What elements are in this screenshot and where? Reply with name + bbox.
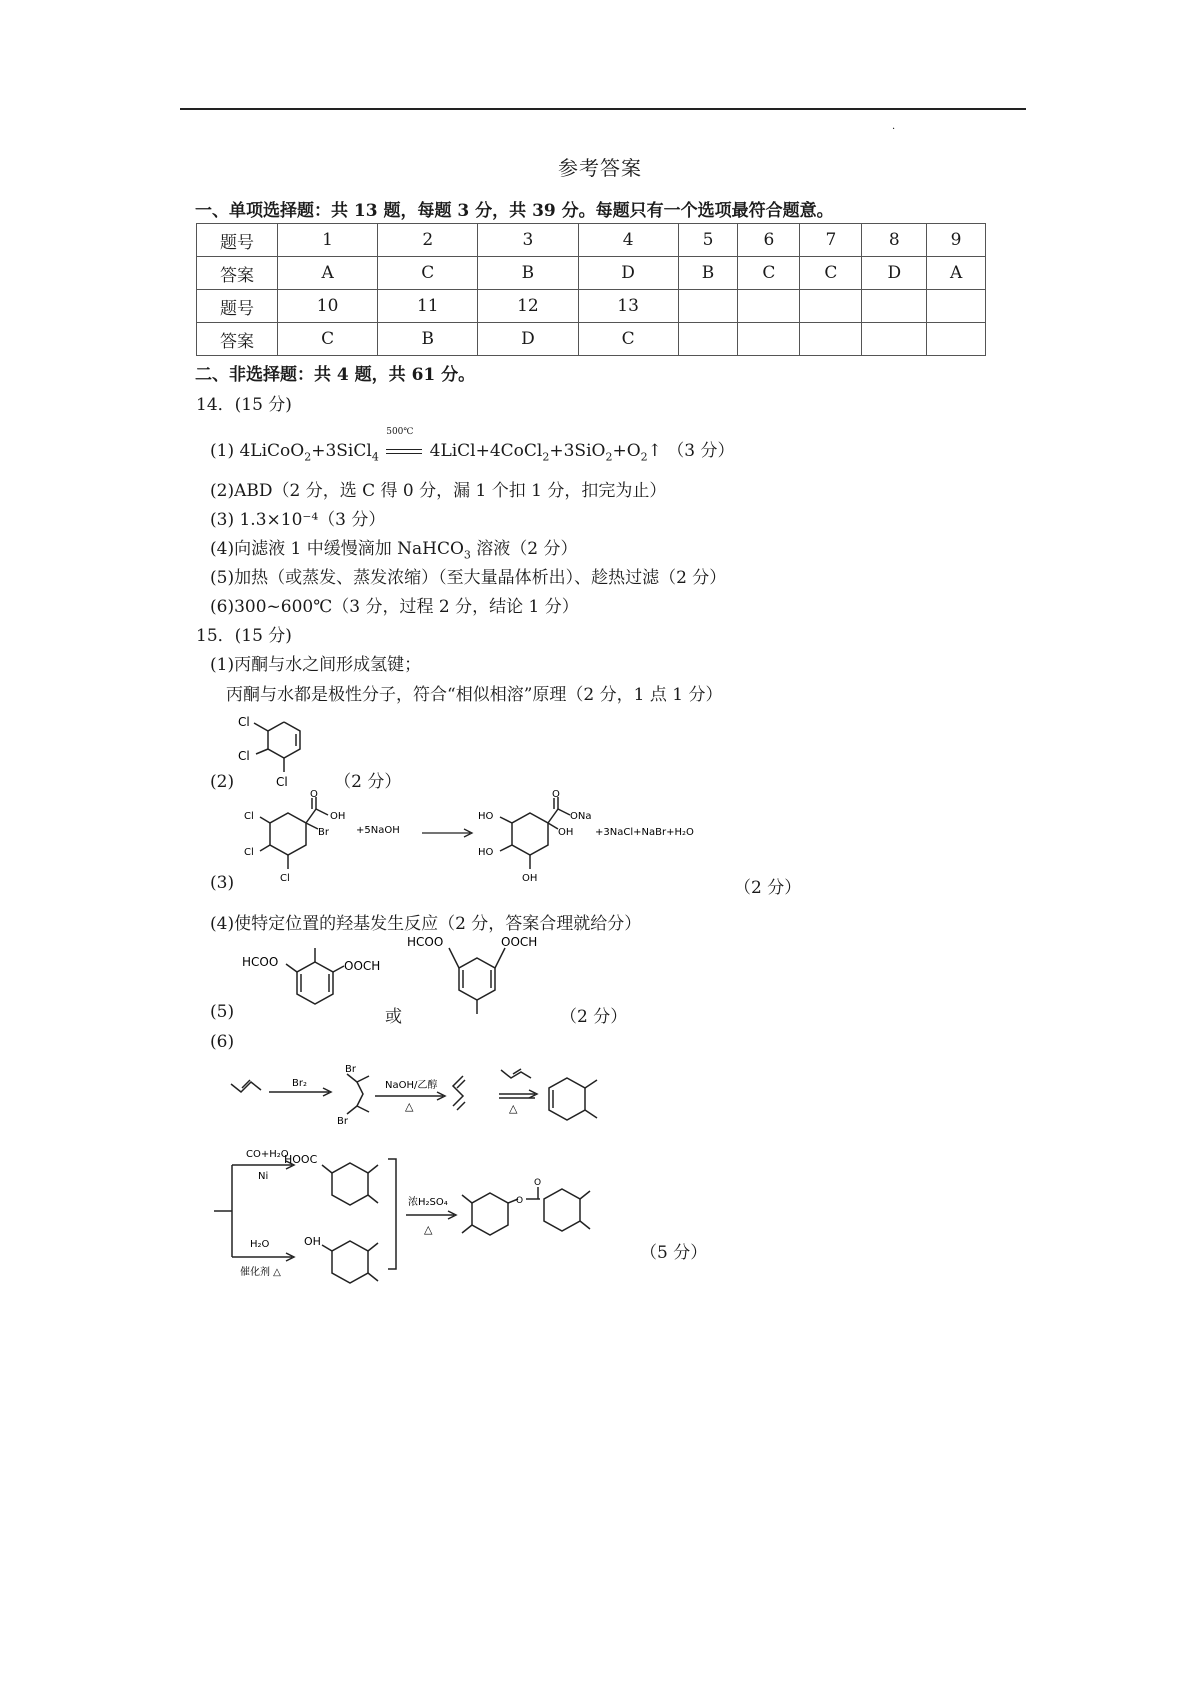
answer-table [196, 223, 986, 356]
svg-text:Cl: Cl [238, 749, 250, 763]
answer-table-cell: 5 [678, 224, 738, 257]
answer-table-cell: B [678, 257, 738, 290]
answer-table-cell: C [800, 257, 862, 290]
svg-text:HO: HO [478, 847, 494, 858]
svg-text:+5NaOH: +5NaOH [356, 825, 400, 836]
answer-table-header-cell: 答案 [197, 323, 278, 356]
q14-label: 14．(15 分) [196, 395, 292, 415]
svg-text:O: O [516, 1196, 524, 1206]
answer-table-cell: D [578, 257, 678, 290]
svg-text:OOCH: OOCH [344, 959, 381, 973]
answer-table-header-cell: 题号 [197, 224, 278, 257]
section1-heading: 一、单项选择题：共 13 题，每题 3 分，共 39 分。每题只有一个选项最符合题意。 [195, 201, 834, 221]
svg-text:催化剂 △: 催化剂 △ [240, 1267, 281, 1278]
answer-table-cell [738, 290, 800, 323]
answer-table-cell [927, 290, 986, 323]
synthesis-route-step2 [210, 1145, 660, 1285]
answer-table-cell: 10 [278, 290, 378, 323]
speck: · [892, 124, 896, 135]
answer-table-cell: 1 [278, 224, 378, 257]
answer-table-cell [862, 323, 927, 356]
answer-table-cell: A [927, 257, 986, 290]
svg-text:浓H₂SO₄: 浓H₂SO₄ [408, 1197, 448, 1208]
answer-table-cell: D [862, 257, 927, 290]
svg-text:Br: Br [318, 827, 329, 838]
svg-text:O: O [552, 789, 560, 800]
q14-part4: (4)向滤液 1 中缓慢滴加 NaHCO$_3$ 溶液（2 分） [210, 539, 578, 562]
answer-table-cell [738, 323, 800, 356]
svg-text:+3NaCl+NaBr+H₂O: +3NaCl+NaBr+H₂O [595, 827, 694, 838]
answer-table-cell: A [278, 257, 378, 290]
answer-table-cell: 8 [862, 224, 927, 257]
isomer-structure-b [405, 930, 565, 1030]
svg-text:HOOC: HOOC [284, 1153, 318, 1166]
page-title: 参考答案 [558, 156, 642, 180]
answer-table-cell: C [278, 323, 378, 356]
svg-text:HO: HO [478, 811, 494, 822]
svg-text:Cl: Cl [238, 715, 250, 729]
answer-table-cell [678, 323, 738, 356]
q15-part5-score: （2 分） [560, 1007, 628, 1027]
answer-table-cell: 13 [578, 290, 678, 323]
answer-table-row [197, 257, 986, 290]
q15-part5-label: (5) [210, 1002, 235, 1022]
svg-text:O: O [310, 789, 318, 800]
answer-table-cell [800, 290, 862, 323]
q15-part3-label: (3) [210, 873, 235, 893]
svg-text:Br: Br [337, 1116, 348, 1127]
answer-table-cell: 6 [738, 224, 800, 257]
answer-table-cell: 2 [378, 224, 478, 257]
product-structure [470, 789, 730, 905]
svg-text:OOCH: OOCH [501, 935, 538, 949]
svg-text:Cl: Cl [276, 775, 288, 789]
q14-part5: (5)加热（或蒸发、蒸发浓缩）（至大量晶体析出）、趁热过滤（2 分） [210, 568, 727, 588]
answer-table-cell: B [378, 323, 478, 356]
answer-table-cell: B [478, 257, 578, 290]
q15-part6-score: （5 分） [640, 1243, 708, 1263]
svg-text:HCOO: HCOO [242, 955, 279, 969]
svg-text:ONa: ONa [570, 811, 592, 822]
answer-table-cell [678, 290, 738, 323]
svg-text:△: △ [424, 1223, 433, 1236]
reactant-structure [238, 789, 438, 905]
q15-part4: (4)使特定位置的羟基发生反应（2 分，答案合理就给分） [210, 914, 642, 934]
reaction-arrow: 500℃ [384, 441, 424, 461]
svg-text:Cl: Cl [244, 811, 254, 822]
answer-table-cell: C [378, 257, 478, 290]
svg-text:Br: Br [345, 1064, 356, 1075]
answer-table-cell: 12 [478, 290, 578, 323]
q14-part6: (6)300~600℃（3 分，过程 2 分，结论 1 分） [210, 597, 579, 617]
answer-table-row [197, 224, 986, 257]
answer-table-header-cell: 题号 [197, 290, 278, 323]
q14-part3: (3) 1.3×10⁻⁴（3 分） [210, 510, 386, 530]
svg-text:O: O [534, 1178, 542, 1188]
q15-part6-label: (6) [210, 1032, 235, 1052]
answer-table-cell: 7 [800, 224, 862, 257]
svg-text:OH: OH [330, 811, 346, 822]
answer-table-row [197, 323, 986, 356]
isomer-structure-a [240, 940, 390, 1020]
synthesis-route-step1 [225, 1060, 645, 1140]
section2-heading: 二、非选择题：共 4 题，共 61 分。 [195, 365, 476, 385]
answer-table-cell: C [578, 323, 678, 356]
answer-table-cell [927, 323, 986, 356]
header-rule [180, 108, 1026, 110]
svg-text:CO+H₂O: CO+H₂O [246, 1149, 289, 1160]
answer-table-cell: D [478, 323, 578, 356]
svg-text:NaOH/乙醇: NaOH/乙醇 [385, 1080, 438, 1091]
svg-text:H₂O: H₂O [250, 1239, 270, 1250]
svg-text:HCOO: HCOO [407, 935, 444, 949]
q15-part2-label: (2) （2 分） [210, 772, 402, 792]
svg-text:OH: OH [304, 1235, 321, 1248]
q15-label: 15．(15 分) [196, 626, 292, 646]
svg-text:Br₂: Br₂ [292, 1078, 307, 1089]
q14-part2: (2)ABD（2 分，选 C 得 0 分，漏 1 个扣 1 分，扣完为止） [210, 481, 667, 501]
answer-table-header-cell: 答案 [197, 257, 278, 290]
answer-table-cell: 3 [478, 224, 578, 257]
answer-table-cell [862, 290, 927, 323]
q15-part3-score: （2 分） [734, 878, 802, 898]
answer-table-cell: 11 [378, 290, 478, 323]
answer-table-cell [800, 323, 862, 356]
q15-part1a: (1)丙酮与水之间形成氢键； [210, 655, 422, 675]
svg-text:Ni: Ni [258, 1171, 269, 1182]
answer-table-cell: 9 [927, 224, 986, 257]
answer-table-cell: C [738, 257, 800, 290]
q15-part5-or: 或 [385, 1007, 402, 1027]
q15-part1b: 丙酮与水都是极性分子，符合“相似相溶”原理（2 分，1 点 1 分） [226, 685, 723, 705]
svg-text:△: △ [405, 1100, 414, 1113]
svg-text:Cl: Cl [280, 873, 290, 884]
q14-part1: (1) 4LiCoO$_2$+3SiCl$_4$ 500℃ $4LiCl+4CoCl_2+3SiO_2+O_2↑$ （3 分） [210, 427, 735, 464]
svg-text:△: △ [509, 1102, 518, 1115]
answer-table-row [197, 290, 986, 323]
svg-text:Cl: Cl [244, 847, 254, 858]
answer-table-cell: 4 [578, 224, 678, 257]
svg-text:OH: OH [558, 827, 574, 838]
svg-text:OH: OH [522, 873, 538, 884]
